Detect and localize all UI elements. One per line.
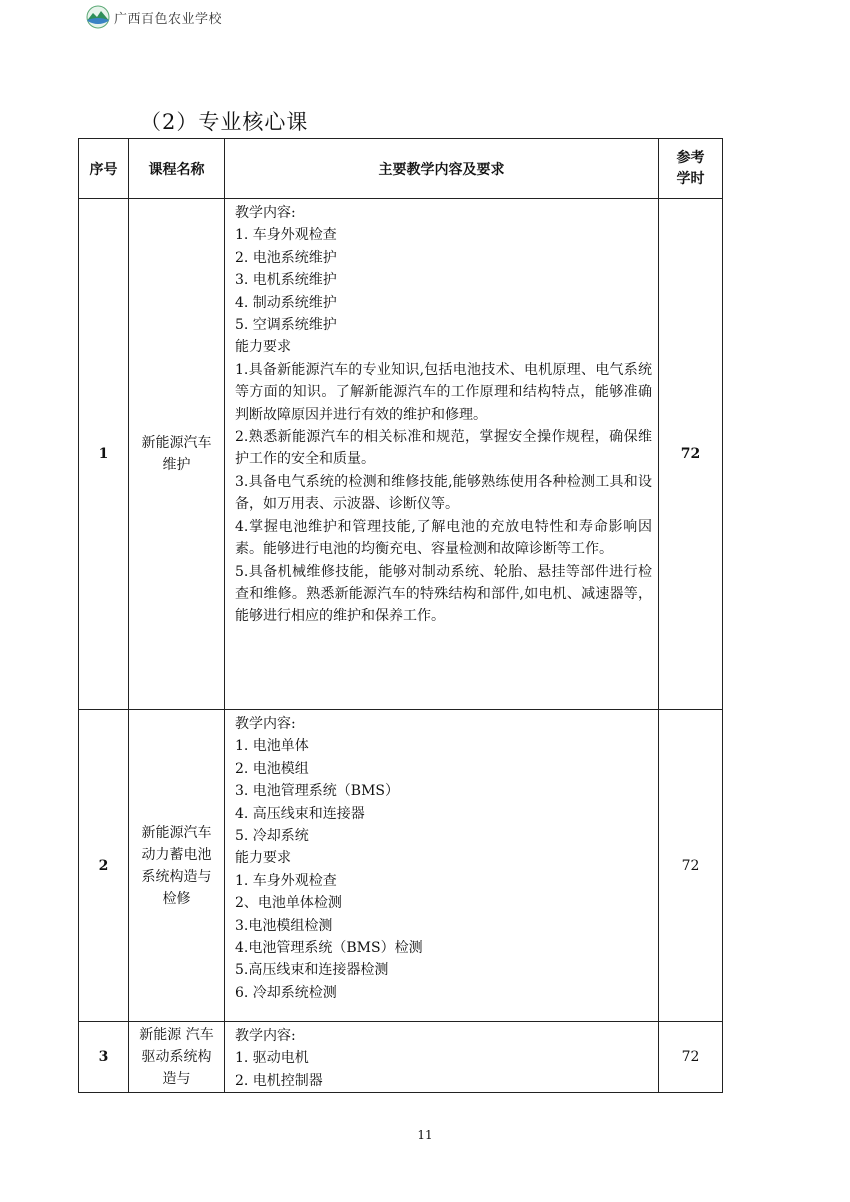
row-number: 3 [79,1022,129,1093]
section-title: （2）专业核心课 [140,110,309,134]
header-name: 课程名称 [129,139,225,199]
row-number: 1 [79,199,129,710]
table-row [79,710,723,1022]
course-content: 教学内容: 1. 驱动电机 2. 电机控制器 [225,1022,659,1093]
school-logo-icon [86,5,110,29]
header-num: 序号 [79,139,129,199]
course-hours: 72 [659,710,723,1022]
course-table [78,138,723,1093]
row-number: 2 [79,710,129,1022]
header-content: 主要教学内容及要求 [225,139,659,199]
course-name: 新能源汽车维护 [129,199,225,710]
course-hours: 72 [659,199,723,710]
table-row [79,199,723,710]
course-name: 新能源汽车动力蓄电池系统构造与检修 [129,710,225,1022]
school-name: 广西百色农业学校 [114,11,223,27]
table-row [79,1022,723,1093]
course-hours: 72 [659,1022,723,1093]
course-content: 教学内容: 1. 电池单体 2. 电池模组 3. 电池管理系统（BMS） 4. 高压线束和连接器 5. 冷却系统 能力要求 1. 车身外观检查 2、电池单体检测 3.电池模组检测 4.电池管理系统（BMS）检测 5.高压线束和连接器检测 6. 冷却系统检测 [225,710,659,1022]
course-content: 教学内容: 1. 车身外观检查 2. 电池系统维护 3. 电机系统维护 4. 制动系统维护 5. 空调系统维护 能力要求 1.具备新能源汽车的专业知识,包括电池技术、电机原理、电气系统等方面的知识。了解新能源汽车的工作原理和结构特点，能够准确判断故障原因并进行有效的维护和修理。 2.熟悉新能源汽车的相关标准和规范，掌握安全操作规程，确保维护工作的安全和质量。 3.具备电气系统的检测和维修技能,能够熟练使用各种检测工具和设备，如万用表、示波器、诊断仪等。 4.掌握电池维护和管理技能,了解电池的充放电特性和寿命影响因素。能够进行电池的均衡充电、容量检测和故障诊断等工作。 5.具备机械维修技能，能够对制动系统、轮胎、悬挂等部件进行检查和维修。熟悉新能源汽车的特殊结构和部件,如电机、减速器等，能够进行相应的维护和保养工作。 [225,199,659,710]
header-hours: 参考 学时 [659,139,723,199]
page-number: 11 [417,1128,433,1142]
course-name: 新能源 汽车驱动系统构造与 [129,1022,225,1093]
page-header [86,4,222,30]
table-header-row [79,139,723,199]
